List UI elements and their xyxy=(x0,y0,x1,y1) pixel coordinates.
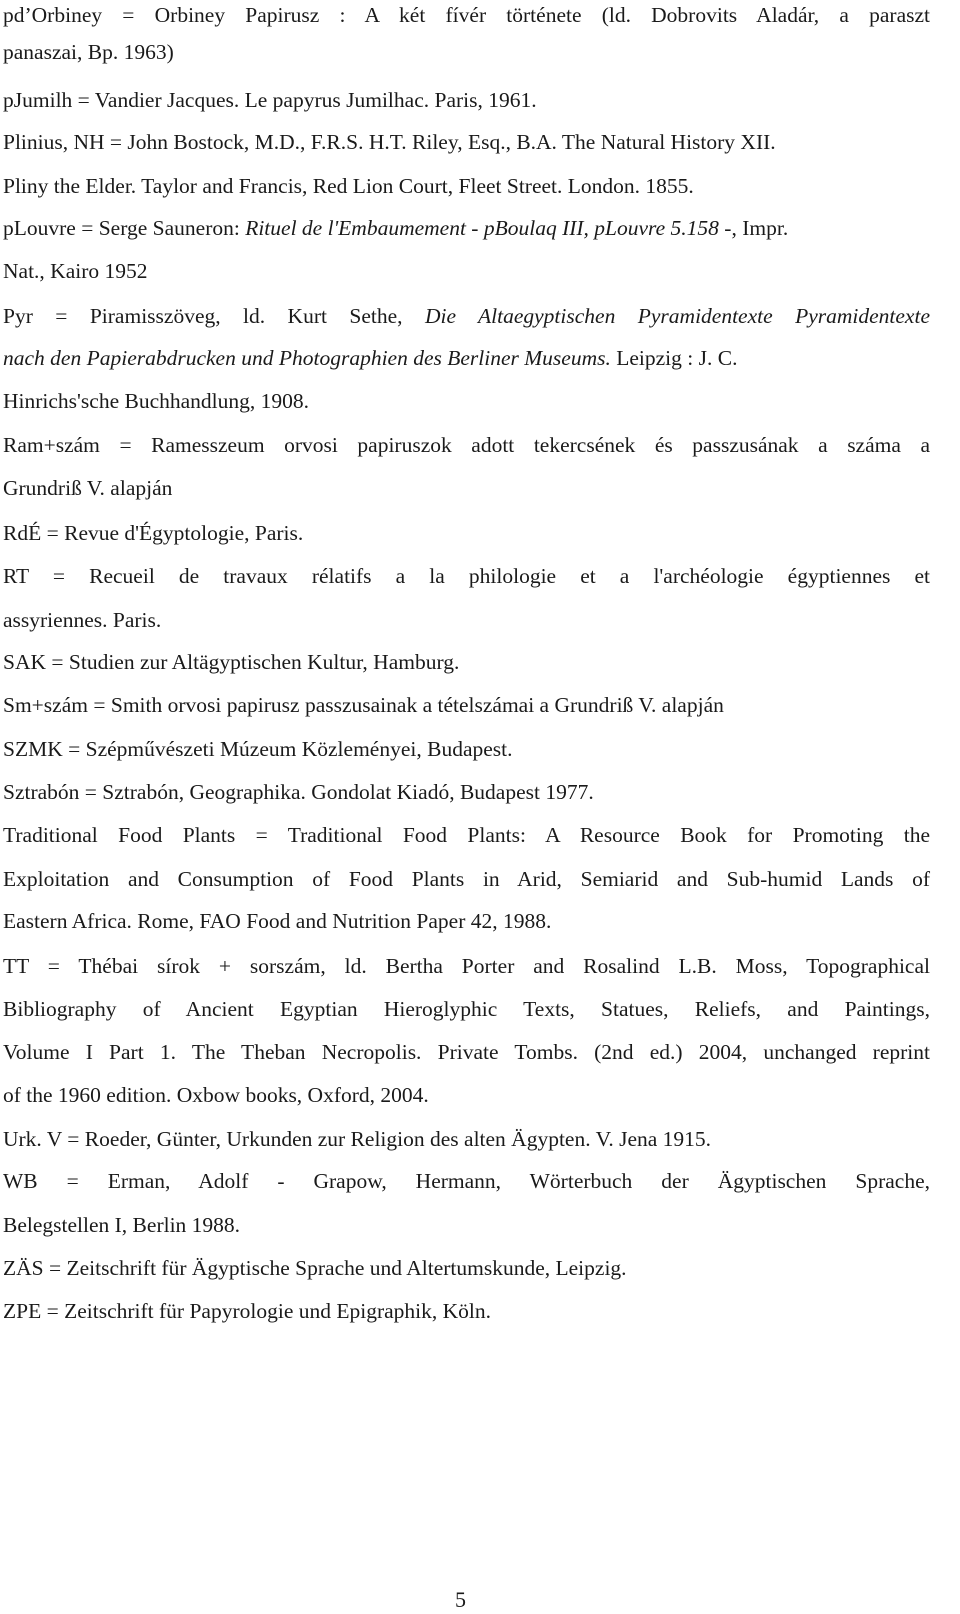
bib-line: Exploitation and Consumption of Food Plants in Arid, Semiarid and Sub-humid Lands of xyxy=(3,867,930,891)
bib-line: RT = Recueil de travaux rélatifs a la philologie et a l'archéologie égyptiennes et xyxy=(3,564,930,588)
bib-line: RdÉ = Revue d'Égyptologie, Paris. xyxy=(3,521,304,545)
bib-line: TT = Thébai sírok + sorszám, ld. Bertha Porter and Rosalind L.B. Moss, Topographical xyxy=(3,954,930,978)
bib-line: Volume I Part 1. The Theban Necropolis. Private Tombs. (2nd ed.) 2004, unchanged reprint xyxy=(3,1040,930,1064)
bib-line: pJumilh = Vandier Jacques. Le papyrus Jumilhac. Paris, 1961. xyxy=(3,88,537,112)
bib-line: Eastern Africa. Rome, FAO Food and Nutrition Paper 42, 1988. xyxy=(3,909,552,933)
bib-line: ZPE = Zeitschrift für Papyrologie und Epigraphik, Köln. xyxy=(3,1299,492,1323)
bib-line: nach den Papierabdrucken und Photographien des Berliner Museums. Leipzig : J. C. xyxy=(3,346,738,370)
bib-line: panaszai, Bp. 1963) xyxy=(3,40,174,64)
bib-line: assyriennes. Paris. xyxy=(3,608,162,632)
bib-line: Urk. V = Roeder, Günter, Urkunden zur Religion des alten Ägypten. V. Jena 1915. xyxy=(3,1127,712,1151)
bib-line: pLouvre = Serge Sauneron: Rituel de l'Embaumement - pBoulaq III, pLouvre 5.158 -, Impr. xyxy=(3,216,789,240)
bib-line: WB = Erman, Adolf - Grapow, Hermann, Wörterbuch der Ägyptischen Sprache, xyxy=(3,1169,930,1193)
bib-line: Grundriß V. alapján xyxy=(3,476,173,500)
bib-line: Ram+szám = Ramesszeum orvosi papiruszok adott tekercsének és passzusának a száma a xyxy=(3,433,930,457)
bib-line: SAK = Studien zur Altägyptischen Kultur, Hamburg. xyxy=(3,650,460,674)
bib-line: Sm+szám = Smith orvosi papirusz passzusainak a tételszámai a Grundriß V. alapján xyxy=(3,693,724,717)
bib-line: ZÄS = Zeitschrift für Ägyptische Sprache und Altertumskunde, Leipzig. xyxy=(3,1256,627,1280)
bib-line: Nat., Kairo 1952 xyxy=(3,259,148,283)
bib-line: Traditional Food Plants = Traditional Food Plants: A Resource Book for Promoting the xyxy=(3,823,930,847)
bib-line: Plinius, NH = John Bostock, M.D., F.R.S. H.T. Riley, Esq., B.A. The Natural History XII. xyxy=(3,130,776,154)
bib-line: of the 1960 edition. Oxbow books, Oxford, 2004. xyxy=(3,1083,429,1107)
bib-line: Hinrichs'sche Buchhandlung, 1908. xyxy=(3,389,310,413)
bib-line: Sztrabón = Sztrabón, Geographika. Gondolat Kiadó, Budapest 1977. xyxy=(3,780,594,804)
bib-line: pd’Orbiney = Orbiney Papirusz : A két fívér története (ld. Dobrovits Aladár, a paraszt xyxy=(3,3,930,27)
bib-line: Bibliography of Ancient Egyptian Hieroglyphic Texts, Statues, Reliefs, and Paintings, xyxy=(3,997,930,1021)
page-number: 5 xyxy=(455,1587,466,1612)
bib-line: Pliny the Elder. Taylor and Francis, Red Lion Court, Fleet Street. London. 1855. xyxy=(3,174,694,198)
bib-line: Belegstellen I, Berlin 1988. xyxy=(3,1213,241,1237)
bib-line: SZMK = Szépművészeti Múzeum Közleményei, Budapest. xyxy=(3,737,513,761)
bib-line: Pyr = Piramisszöveg, ld. Kurt Sethe, Die Altaegyptischen Pyramidentexte Pyramidentexte xyxy=(3,304,930,328)
